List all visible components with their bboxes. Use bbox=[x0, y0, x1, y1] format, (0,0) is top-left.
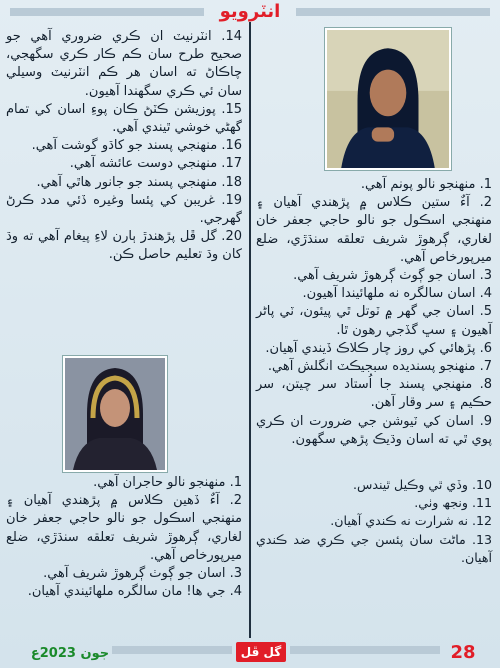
answer-18: 18. منهنجي پسند جو جانور هاٿي آهي. bbox=[36, 174, 242, 190]
answer-9: 9. اسان کي ٽيوشن جي ضرورت ان ڪري پوي ٿي ته اسان وڌيڪ پڙهي سگهون. bbox=[256, 413, 492, 447]
answer-13: 13. ماڻٽ سان پئسن جي ڪري ضد ڪندي آهيان. bbox=[256, 531, 492, 565]
answers-column-bottom-right bbox=[256, 476, 492, 567]
portrait-photo-poonam bbox=[325, 28, 451, 170]
header-bar-right bbox=[296, 8, 490, 16]
answers-column-bottom-left bbox=[6, 474, 242, 601]
answer-17: 17. منهنجي دوست عائشه آهي. bbox=[69, 156, 242, 172]
answer-2: 2. آءٌ ڏهين ڪلاس ۾ پڙهندي آهيان ۽ منهنجي اسڪول جو نالو حاجي جعفر خان لغاري، ڳرهوڙ شريف تعلقه سنڌڙي، ضلع ميرپورخاص آهي. bbox=[6, 493, 242, 563]
answer-1: 1. منهنجو نالو حاجران آهي. bbox=[93, 475, 242, 490]
answer-5: 5. اسان جي گهر ۾ ٽوتل ٿي پيئون، ٽي پاڻر آهيون ۽ سڀ گڏجي رهون ٿا. bbox=[256, 304, 492, 338]
answer-14: 14. انٽرنيٽ ان ڪري ضروري آهي جو صحيح طرح سان ڪم ڪار ڪري سگهجي، چاڪاڻ ته اسان هر ڪم انٽرنيٽ وسيلي سان ئي ڪري سگهندا آهيون. bbox=[6, 29, 242, 99]
answers-column-top-right bbox=[256, 176, 492, 449]
magazine-logo: گل ڦل bbox=[236, 642, 286, 662]
answer-19: 19. غريبن کي پئسا وغيره ڏئي مدد ڪرڻ گهرجي. bbox=[6, 192, 242, 227]
answer-3: 3. اسان جو ڳوٺ ڳرهوڙ شريف آهي. bbox=[43, 566, 242, 582]
footer-bar-left bbox=[112, 646, 232, 654]
portrait-photo-hajran bbox=[63, 356, 167, 472]
answer-12: 12. نه شرارت نه ڪندي آهيان. bbox=[330, 513, 492, 529]
page-number: 28 bbox=[450, 642, 476, 663]
answer-3: 3. اسان جو ڳوٺ ڳرهوڙ شريف آهي. bbox=[293, 268, 492, 284]
header-bar-left bbox=[10, 8, 204, 16]
column-divider bbox=[249, 22, 251, 638]
footer-bar-right bbox=[290, 646, 440, 654]
answer-2: 2. آءٌ ستين ڪلاس ۾ پڙهندي آهيان ۽ منهنجي اسڪول جو نالو حاجي جعفر خان لغاري، ڳرهوڙ شريف تعلقه سنڌڙي، ضلع ميرپورخاص آهي. bbox=[256, 195, 492, 265]
answer-4: 4. اسان سالگره نه ملهائيندا آهيون. bbox=[302, 286, 492, 302]
answer-8: 8. منهنجي پسند جا اُستاد سر چيتن، سر حڪيم ۽ سر وقار آهن. bbox=[256, 377, 492, 411]
answers-column-top-left bbox=[6, 28, 242, 265]
answer-10: 10. وڏي ٿي وڪيل ٿيندس. bbox=[352, 477, 492, 492]
issue-date: جون 2023ع bbox=[30, 646, 110, 661]
answer-1: 1. منهنجو نالو پونم آهي. bbox=[360, 177, 492, 192]
answer-16: 16. منهنجي پسند جو کاڌو گوشت آهي. bbox=[31, 138, 242, 154]
answer-4: 4. جي ها! مان سالگره ملهائيندي آهيان. bbox=[27, 584, 242, 600]
answer-20: 20. گل ڦل پڙهندڙ ٻارن لاءِ پيغام آهي ته وڌ کان وڌ تعليم حاصل ڪن. bbox=[6, 229, 242, 263]
page-title: انٽرويو bbox=[219, 1, 281, 22]
answer-15: 15. پوزيشن ڪٽڻ ڪان پوءِ اسان کي تمام گهڻي خوشي ٿيندي آهي. bbox=[6, 101, 242, 136]
answer-7: 7. منهنجو پسنديده سبجيڪٽ انگلش آهي. bbox=[267, 359, 492, 375]
answer-11: 11. ونجھ وٺي. bbox=[414, 495, 492, 511]
answer-6: 6. پڙهائي کي روز چار ڪلاڪ ڏيندي آهيان. bbox=[265, 340, 492, 356]
